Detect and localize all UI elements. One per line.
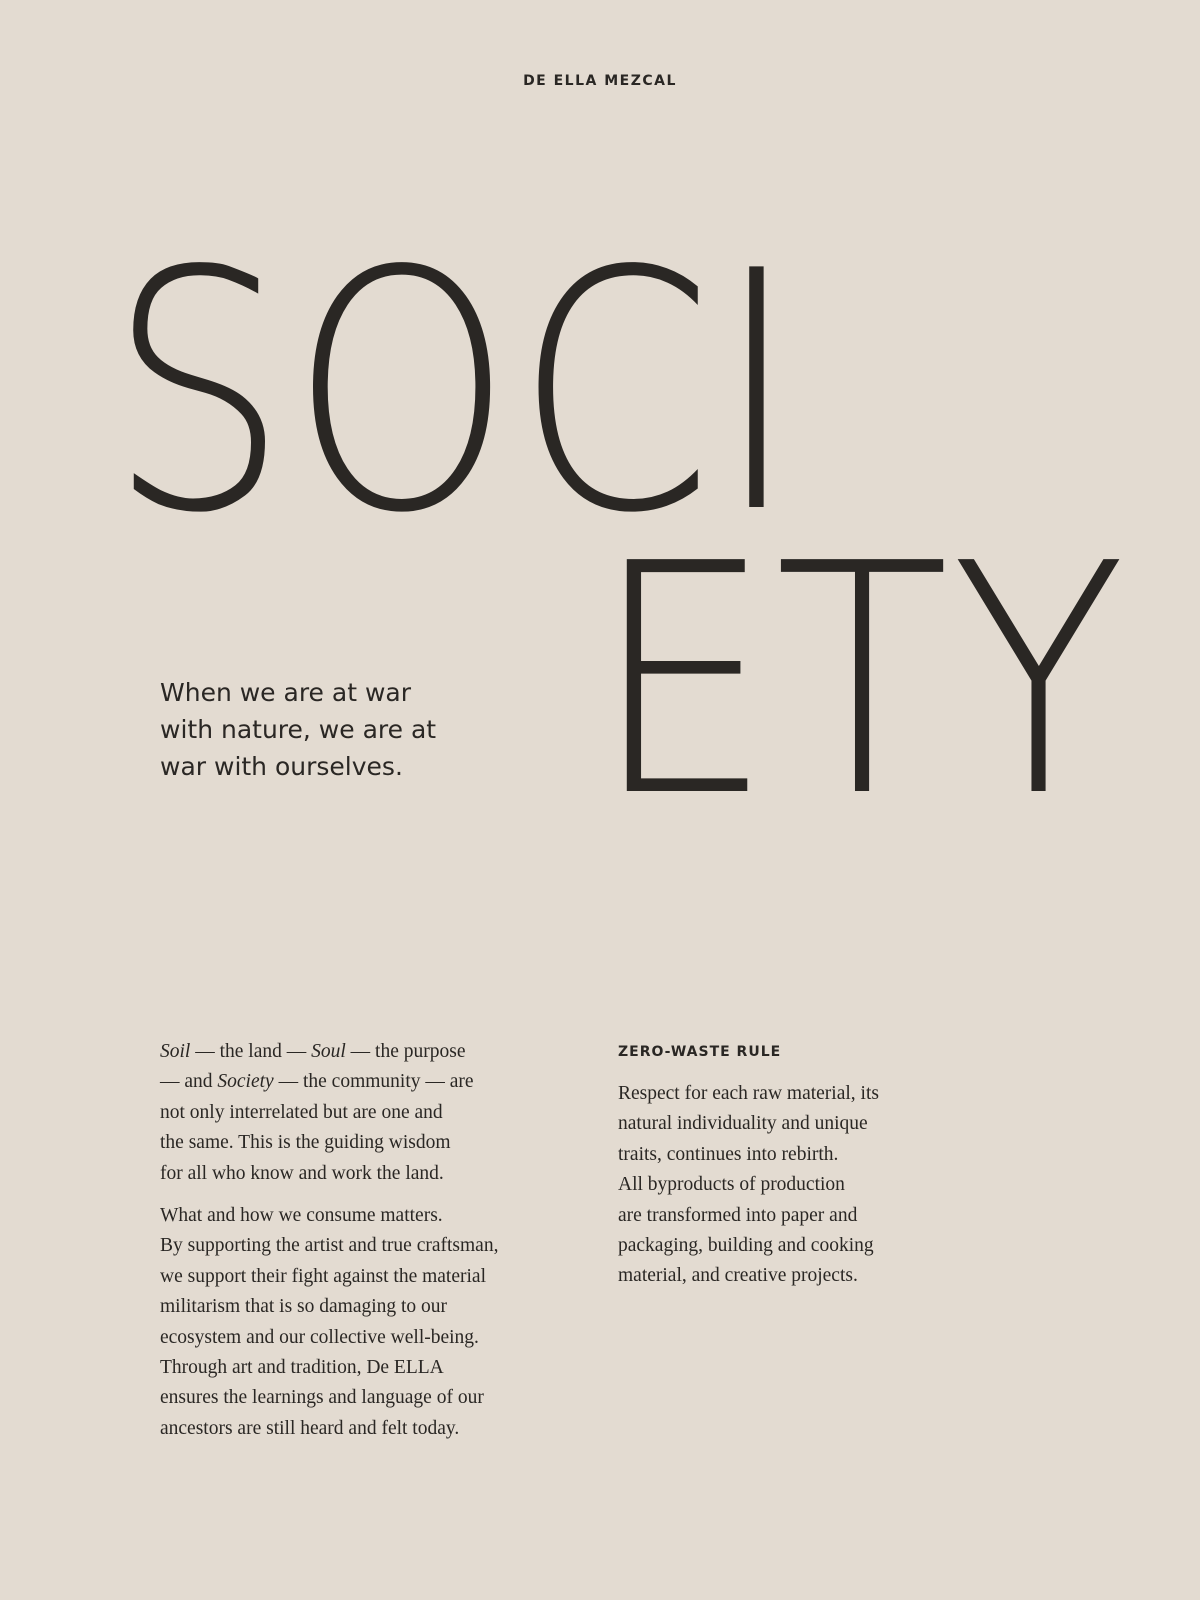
body-line: Through art and tradition, De ELLA — [160, 1357, 444, 1379]
body-line: traits, continues into rebirth. — [618, 1143, 839, 1165]
body-line: ensures the learnings and language of our — [160, 1387, 484, 1409]
intro-text: — the community — are — [273, 1071, 474, 1093]
hero-title-line-1: SOCI — [108, 201, 801, 585]
zero-waste-paragraph — [618, 1079, 958, 1292]
body-line: material, and creative projects. — [618, 1265, 858, 1287]
section-heading: ZERO-WASTE RULE — [618, 1044, 782, 1060]
intro-line: for all who know and work the land. — [160, 1162, 444, 1184]
body-line: packaging, building and cooking — [618, 1235, 874, 1257]
intro-line: the same. This is the guiding wisdom — [160, 1132, 451, 1154]
body-line: ecosystem and our collective well-being. — [160, 1326, 479, 1348]
body-line: militarism that is so damaging to our — [160, 1296, 448, 1318]
intro-text: — the purpose — [345, 1041, 466, 1062]
soul-term: Soul — [311, 1041, 346, 1062]
body-line: we support their fight against the material — [160, 1265, 486, 1287]
pull-quote — [160, 674, 460, 785]
body-line: What and how we consume matters. — [160, 1205, 443, 1227]
society-term: Society — [217, 1071, 274, 1093]
intro-line — [160, 1037, 580, 1067]
body-line: ancestors are still heard and felt today. — [160, 1417, 460, 1439]
body-line: Respect for each raw material, its — [618, 1083, 879, 1104]
pull-quote-line: with nature, we are at — [160, 715, 437, 744]
pull-quote-line: When we are at war — [160, 678, 412, 707]
brand-name: DE ELLA MEZCAL — [523, 73, 677, 89]
body-line: By supporting the artist and true craftsman, — [160, 1235, 499, 1257]
intro-line — [160, 1067, 580, 1097]
body-line: are transformed into paper and — [618, 1204, 858, 1226]
hero-title-line-2: ETY — [592, 496, 1128, 866]
intro-text: — and — [160, 1071, 218, 1093]
consumption-paragraph — [160, 1201, 580, 1444]
intro-line: not only interrelated but are one and — [160, 1101, 443, 1123]
body-column-left — [160, 1037, 580, 1444]
body-line: natural individuality and unique — [618, 1113, 868, 1135]
body-column-right — [618, 1043, 958, 1292]
body-line: All byproducts of production — [618, 1174, 845, 1196]
intro-paragraph — [160, 1037, 580, 1189]
soil-term: Soil — [160, 1041, 191, 1062]
pull-quote-line: war with ourselves. — [160, 752, 403, 781]
intro-text: — the land — — [190, 1041, 312, 1062]
